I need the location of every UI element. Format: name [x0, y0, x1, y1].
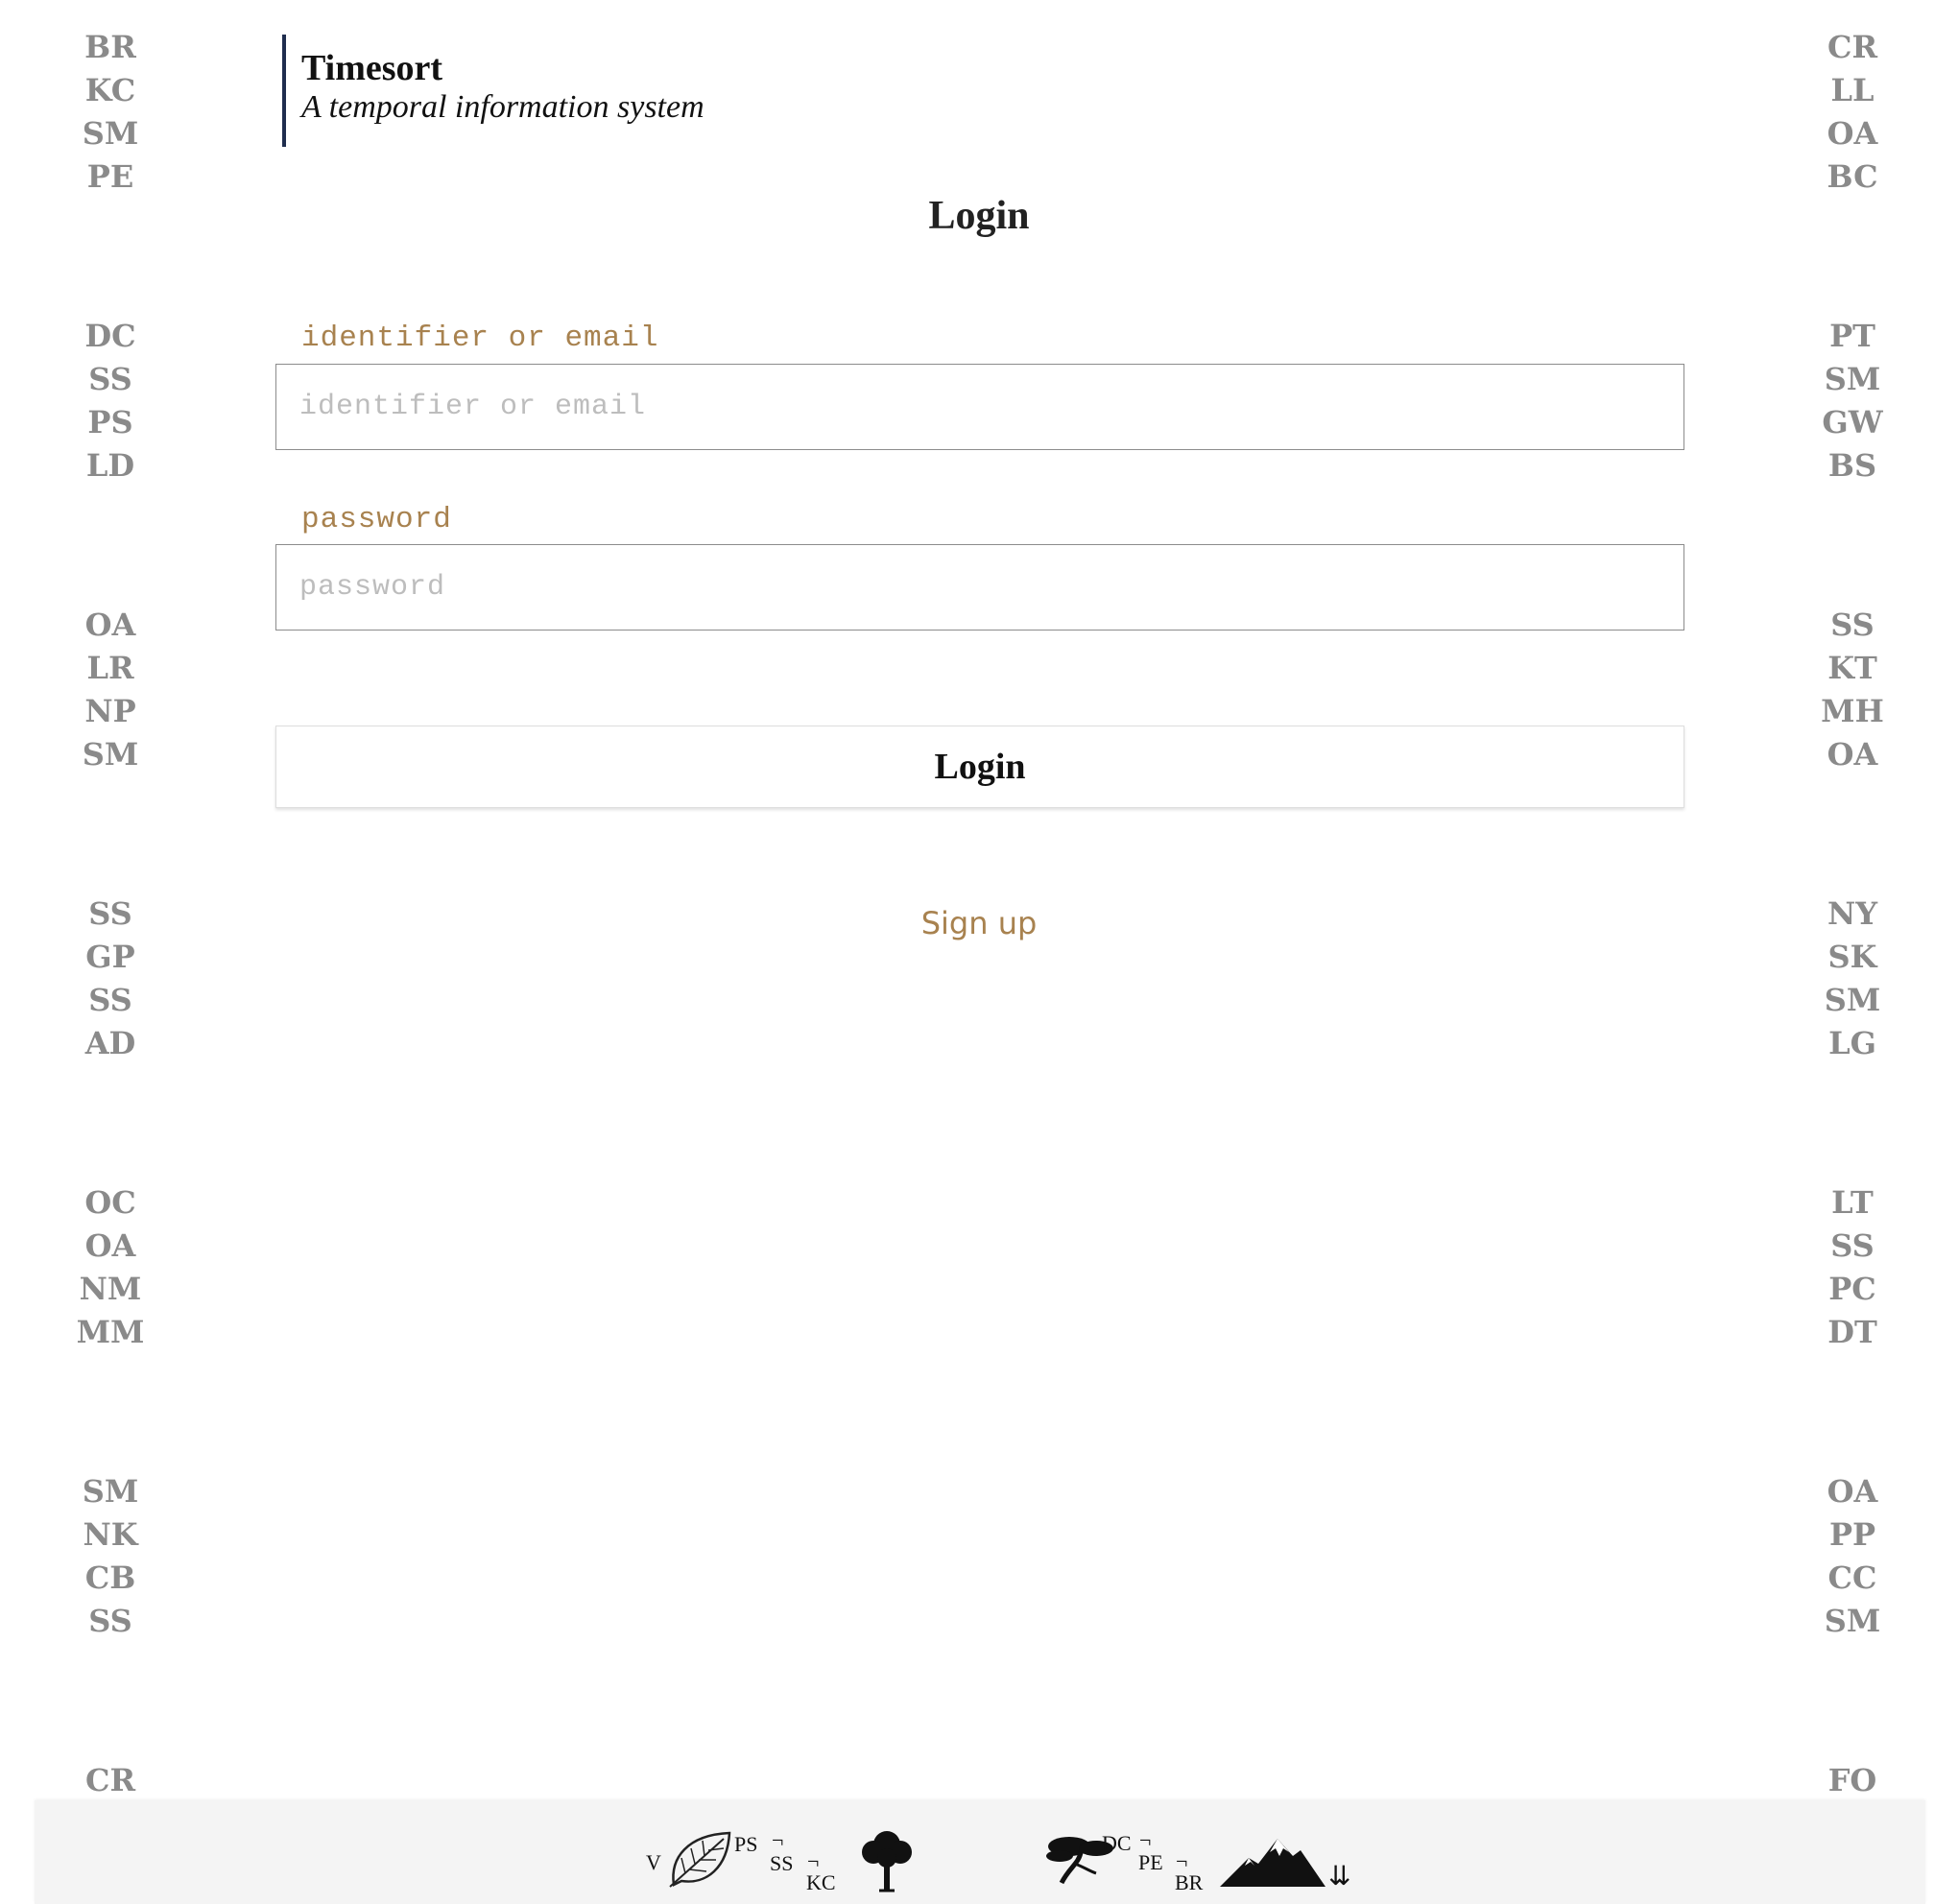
signup-link[interactable]: Sign up	[920, 905, 1038, 941]
footer-timeline-bar	[35, 1800, 1925, 1904]
left-abbr[interactable]: SM	[82, 736, 139, 773]
right-abbr[interactable]: LL	[1830, 72, 1874, 108]
right-abbr[interactable]: SM	[1824, 982, 1881, 1018]
left-abbr[interactable]: SS	[88, 982, 132, 1018]
brand-title[interactable]: Timesort	[301, 48, 443, 88]
right-abbr[interactable]: CC	[1827, 1559, 1877, 1596]
left-group-7	[38, 1759, 182, 1802]
left-abbr[interactable]: NP	[84, 693, 136, 729]
page-title: Login	[928, 194, 1030, 238]
footer-v-label[interactable]: V	[646, 1850, 661, 1874]
right-abbr[interactable]: PT	[1829, 318, 1875, 354]
right-group-6	[1780, 1470, 1924, 1643]
right-abbr[interactable]: CR	[1827, 29, 1878, 65]
brand-subtitle: A temporal information system	[301, 89, 704, 125]
right-abbr[interactable]: PP	[1828, 1516, 1876, 1553]
login-button[interactable]: Login	[275, 726, 1684, 808]
footer-corner-mark: ¬	[807, 1849, 820, 1873]
password-input[interactable]	[275, 544, 1684, 631]
left-abbr[interactable]: BR	[84, 29, 136, 65]
right-group-1	[1780, 26, 1924, 199]
left-group-2	[38, 315, 182, 488]
right-abbr[interactable]: SM	[1824, 1603, 1881, 1639]
left-group-3	[38, 604, 182, 776]
footer-br-label[interactable]: BR	[1175, 1870, 1204, 1894]
right-abbr[interactable]: OA	[1827, 1473, 1878, 1510]
mountain-icon[interactable]	[1220, 1835, 1325, 1889]
left-group-5	[38, 1181, 182, 1354]
left-abbr[interactable]: CR	[84, 1762, 136, 1798]
right-group-2	[1780, 315, 1924, 488]
left-abbr[interactable]: OA	[84, 1227, 136, 1264]
left-abbr[interactable]: SS	[88, 895, 132, 932]
left-abbr[interactable]: MM	[76, 1314, 145, 1350]
left-abbr[interactable]: OA	[84, 607, 136, 643]
right-abbr[interactable]: PC	[1828, 1271, 1876, 1307]
footer-pe-label[interactable]: PE	[1138, 1850, 1163, 1874]
right-abbr[interactable]: DT	[1827, 1314, 1877, 1350]
left-abbr[interactable]: NM	[79, 1271, 142, 1307]
password-label: password	[301, 503, 452, 536]
footer-corner-mark: ¬	[1139, 1828, 1152, 1852]
left-abbr[interactable]: PS	[87, 404, 133, 440]
right-abbr[interactable]: SK	[1827, 939, 1877, 975]
footer-corner-mark: ¬	[772, 1828, 784, 1852]
footer-kc-label[interactable]: KC	[806, 1870, 836, 1894]
footer-dc-label[interactable]: DC	[1102, 1831, 1132, 1855]
right-abbr[interactable]: OA	[1827, 736, 1878, 773]
left-abbr[interactable]: DC	[84, 318, 136, 354]
right-abbr[interactable]: SM	[1824, 361, 1881, 397]
tree-icon[interactable]	[856, 1825, 918, 1892]
left-group-1	[38, 26, 182, 199]
right-abbr[interactable]: BS	[1827, 447, 1877, 484]
footer-ps-label[interactable]: PS	[734, 1832, 758, 1856]
identifier-input[interactable]	[275, 364, 1684, 450]
right-abbr[interactable]: GW	[1822, 404, 1883, 440]
left-abbr[interactable]: LD	[85, 447, 135, 484]
right-abbr[interactable]: NY	[1827, 895, 1878, 932]
right-abbr[interactable]: KT	[1827, 650, 1877, 686]
footer-corner-mark: ¬	[1176, 1849, 1188, 1873]
left-abbr[interactable]: CB	[84, 1559, 136, 1596]
left-abbr[interactable]: OC	[84, 1184, 136, 1221]
brand-header	[282, 35, 704, 147]
left-abbr[interactable]: SM	[82, 115, 139, 152]
right-group-5	[1780, 1181, 1924, 1354]
right-abbr[interactable]: MH	[1821, 693, 1884, 729]
left-abbr[interactable]: AD	[84, 1025, 136, 1061]
right-abbr[interactable]: LT	[1831, 1184, 1874, 1221]
left-abbr[interactable]: GP	[85, 939, 135, 975]
right-abbr[interactable]: LG	[1828, 1025, 1876, 1061]
right-group-7	[1780, 1759, 1924, 1802]
left-abbr[interactable]: PE	[86, 158, 134, 195]
identifier-label: identifier or email	[301, 321, 659, 355]
right-abbr[interactable]: SS	[1830, 607, 1874, 643]
left-abbr[interactable]: LR	[86, 650, 134, 686]
right-abbr[interactable]: OA	[1827, 115, 1878, 152]
right-abbr[interactable]: BC	[1827, 158, 1878, 195]
left-abbr[interactable]: NK	[83, 1516, 138, 1553]
right-group-3	[1780, 604, 1924, 776]
left-abbr[interactable]: SS	[88, 361, 132, 397]
scroll-down-arrow-icon[interactable]: ⇊	[1328, 1862, 1351, 1892]
left-group-6	[38, 1470, 182, 1643]
left-abbr[interactable]: SS	[88, 1603, 132, 1639]
right-abbr[interactable]: FO	[1827, 1762, 1877, 1798]
right-abbr[interactable]: SS	[1830, 1227, 1874, 1264]
left-abbr[interactable]: KC	[84, 72, 136, 108]
leaf-icon[interactable]	[668, 1829, 733, 1889]
footer-ss-label[interactable]: SS	[770, 1851, 794, 1875]
left-abbr[interactable]: SM	[82, 1473, 139, 1510]
